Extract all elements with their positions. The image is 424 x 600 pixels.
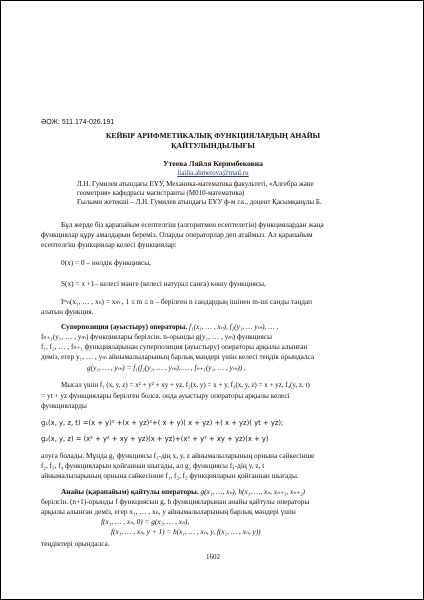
author-email-link[interactable]: liailia.ahmetova@mail.ru	[177, 169, 249, 177]
affiliation-line-1: Л.Н. Гумилев атындағы ЕҰУ, Механика-математика факультеті, «Алгебра және	[77, 180, 314, 188]
affiliation-line-2: геометрия» кафедрасы магистранты (М010-математика)	[77, 189, 245, 197]
recursion-line-1: g(x₁, …, xₙ), h(x₁, …, xₙ, xₙ₊₁, xₙ₊₂)	[200, 487, 305, 496]
zero-function: 0(x) = 0 – нөлдік функциясы,	[61, 258, 151, 267]
g1-formula: g₁(x, y, z, t) =(x + y)² +(x + yz)²+( x + y)( x + yz) +( x + yz)( yt + yz);	[41, 419, 284, 427]
after-formulas-line-1: алуға болады. Мұнда g₁ функциясы f₁-дің x, y, z айнымалыларының орнына сәйкесінше	[41, 451, 315, 460]
after-formulas-line-2: f₂, f₃, f₄ функцияларын қойғаннан шығады, ал g₂ функциясы f₄-дің y, z, t	[41, 461, 265, 470]
intro-line-3: есептелгіш функциялар келесі функциялар:	[41, 240, 177, 249]
author-name: Утеева Ляйля Керимбековна	[163, 159, 263, 168]
g2-formula: g₂(x, y, z) = (x² + y² + xy + yz)(x + yz)+(x² + y² + xy + yz)(x + y)	[41, 435, 269, 443]
paper-title-line-1: КЕЙБІР АРИФМЕТИКАЛЫҚ ФУНКЦИЯЛАРДЫҢ АНАЙЫ	[105, 131, 321, 140]
example-line-2: = yt + yz функциялары берілген болса, онда ауыстыру операторы арқылы келесі	[41, 391, 290, 400]
supervisor-line: Ғылыми жетекші – Л.Н. Гумилев атындағы ЕҰУ ф-м г.к., доцент Қасымқанұлы Б.	[77, 198, 322, 206]
superposition-line-2: fₙ₊₁(y₁, … , yₘ) функциялары берілсін. n-орынды g(y₁, … , yₘ) функциясы	[41, 332, 272, 341]
paper-title-line-2: ҚАЙТУЛЫНДЫЛЫҒЫ	[171, 141, 255, 150]
superposition-heading: Суперпозиция (ауыстыру) операторы.	[61, 322, 188, 331]
projection-function: Iᵐₙ(x₁, … , xₙ) = xₘ , 1 ≤ m ≤ n – берілген n сандардың ішінен m-ші санды таңдап	[61, 297, 312, 306]
example-line-3: функцияларды	[41, 401, 87, 410]
page-number: 1602	[206, 553, 220, 561]
superposition-line-1: f₁(x₁, … , xₙ), f₂(y₁, … yₘ), … ,	[189, 322, 279, 331]
superposition-line-4: деміз, егер y₁, … , yₘ айнымалыларының барлық мәндері үшін келесі теңдік орындалса	[41, 352, 315, 361]
recursion-line-2: берілсін. (n+1)-орынды f функциясын g, h функцияларынан анайы қайтулы операторы	[41, 497, 310, 506]
intro-line-2: функциялар құру амалдарын береміз. Оларды операторлар деп атаймыз. Ал қарапайым	[41, 230, 313, 239]
superposition-formula: g(y₁, … , yₘ) = f₁(f₂(y₁, … , yₘ), … , fₙ₊₁(y₁, … , yₘ)) .	[87, 363, 246, 372]
recursion-closing: теңдіктері орындалса.	[41, 539, 110, 548]
recursion-heading: Анайы (қарапайым) қайтулы операторы.	[61, 487, 199, 496]
example-line-1: Мысал үшін f₁ (x, y, z) = x² + y² + xy + yz, f₂(x, y) = x + y, f₃(x, y, z) = x + yz, f₄(y, z, t)	[61, 381, 310, 389]
projection-function-cont: алатын функция.	[41, 307, 94, 316]
udc-code: ӘОЖ: 511.174-026.191	[41, 119, 115, 126]
recursion-line-3: арқылы алынған деміз, егер x₁, … , xₙ, y айнымалыларының барлық мәндері үшін	[41, 507, 296, 516]
recursion-formula-base: f(x₁, … , xₙ, 0) = g(x₁, … , xₙ),	[101, 517, 190, 526]
after-formulas-line-3: айнымалыларының орнына сәйкесінше f₁, f₂, f₃ функцияларын қойғаннан шығады.	[41, 471, 299, 480]
successor-function: S(x) = x +1– келесі мәнге (келесі натурал санға) көшу функциясы,	[61, 279, 266, 288]
recursion-paragraph	[61, 487, 387, 496]
intro-line-1: Бұл жерде біз қарапайым есептелгіш (алгоритмен есептелетін) функциялардан жаңа	[61, 220, 324, 229]
superposition-line-3: f₁, f₂, … , fₙ₊₁ функцияларынан суперпозиция (ауыстыру) операторы арқылы алынған	[41, 342, 308, 351]
superposition-paragraph	[61, 322, 387, 331]
recursion-formula-step: f(x₁, … , xₙ, y + 1) = h(x₁, … , xₙ, y, f(x₁, … , xₙ, y))	[111, 527, 261, 536]
